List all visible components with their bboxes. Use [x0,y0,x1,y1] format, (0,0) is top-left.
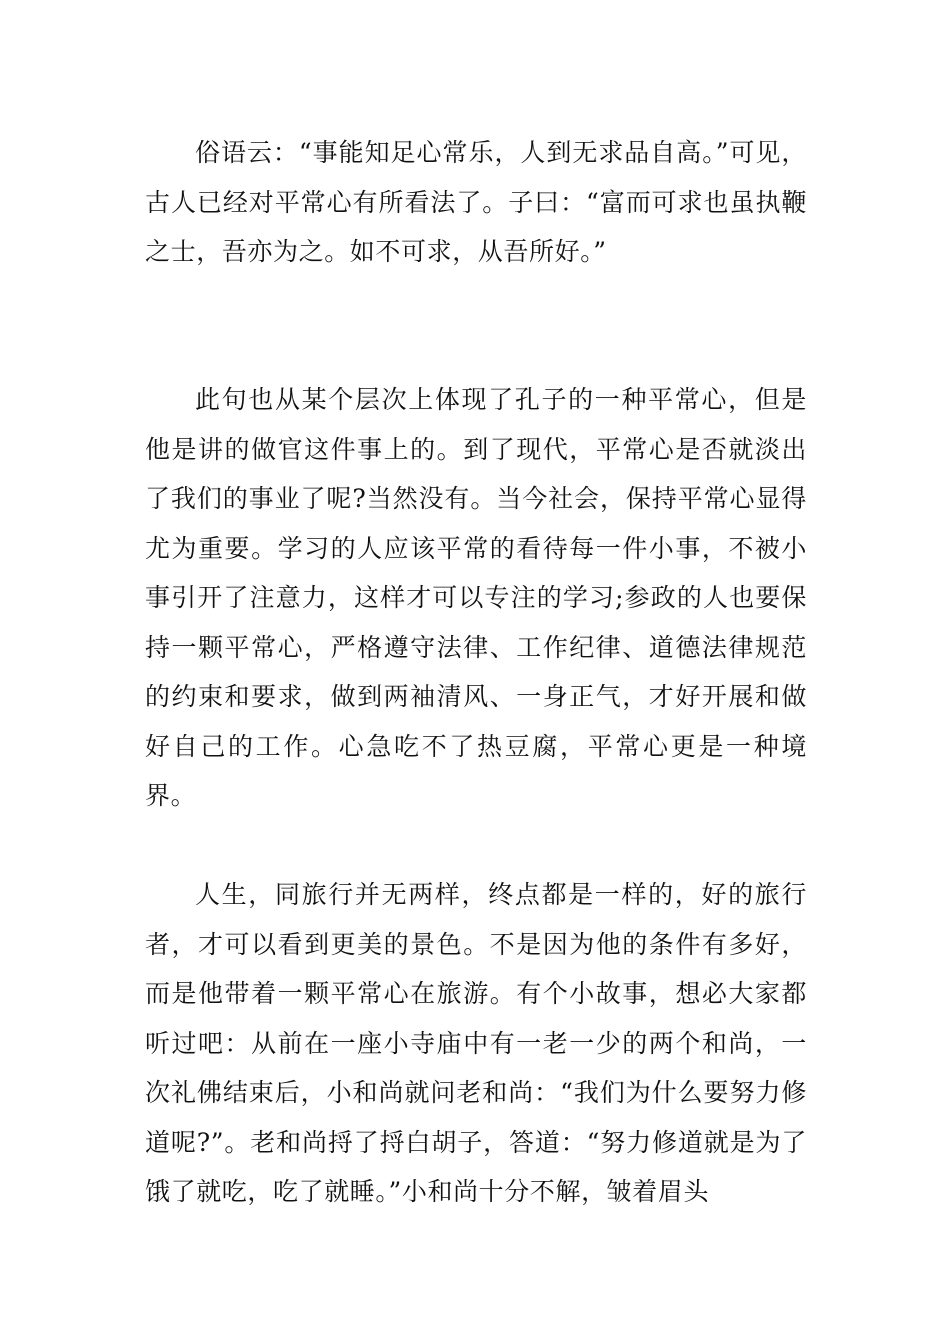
paragraph-2: 此句也从某个层次上体现了孔子的一种平常心，但是他是讲的做官这件事上的。到了现代，平常心是否就淡出了我们的事业了呢?当然没有。当今社会，保持平常心显得尤为重要。学习的人应该平常的看待每一件小事，不被小事引开了注意力，这样才可以专注的学习;参政的人也要保持一颗平常心，严格遵守法律、工作纪律、道德法律规范的约束和要求，做到两袖清风、一身正气，才好开展和做好自己的工作。心急吃不了热豆腐，平常心更是一种境界。 [145,385,807,810]
paragraph-3: 人生，同旅行并无两样，终点都是一样的，好的旅行者，才可以看到更美的景色。不是因为他的条件有多好，而是他带着一颗平常心在旅游。有个小故事，想必大家都听过吧：从前在一座小寺庙中有一老一少的两个和尚，一次礼佛结束后，小和尚就问老和尚：“我们为什么要努力修道呢?”。老和尚捋了捋白胡子，答道：“努力修道就是为了饿了就吃，吃了就睡。”小和尚十分不解，皱着眉头 [145,880,807,1206]
paragraph-1: 俗语云：“事能知足心常乐，人到无求品自高。”可见，古人已经对平常心有所看法了。子曰：“富而可求也虽执鞭之士，吾亦为之。如不可求，从吾所好。” [145,138,807,266]
